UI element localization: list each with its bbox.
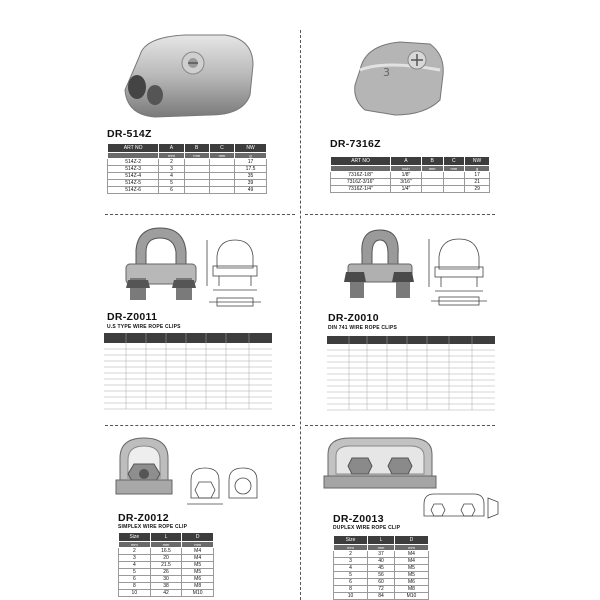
table-cell: 5	[119, 569, 151, 576]
table-cell	[443, 186, 465, 193]
table-cell	[184, 159, 209, 166]
table-cell: 60	[368, 579, 395, 586]
dr-z0012-photo	[108, 430, 183, 510]
table-cell: 7316Z-1/4"	[331, 186, 391, 193]
table-cell: 37	[368, 551, 395, 558]
table-row	[119, 548, 214, 555]
table-row	[334, 551, 429, 558]
table-cell: 514Z-2	[108, 159, 159, 166]
divider-left-1	[105, 214, 295, 215]
column-header: Size	[119, 533, 151, 542]
table-cell: 38	[150, 583, 182, 590]
table-row	[119, 590, 214, 597]
divider-right-2	[305, 425, 495, 426]
column-header: L	[368, 536, 395, 545]
table-cell	[443, 172, 465, 179]
table-cell	[443, 179, 465, 186]
dr-z0012-table	[118, 532, 214, 597]
dr-z0011-drawing	[205, 228, 275, 308]
vertical-divider	[300, 30, 301, 600]
table-row	[119, 555, 214, 562]
table-cell: 4	[159, 173, 184, 180]
table-cell	[421, 186, 443, 193]
unit-cell: g	[235, 153, 267, 159]
dr-z0011-code: DR-Z0011	[107, 311, 158, 323]
unit-cell: mm	[421, 166, 443, 172]
table-row	[334, 586, 429, 593]
table-cell: 3	[119, 555, 151, 562]
dr-z0013-code: DR-Z0013	[333, 513, 384, 525]
table-cell	[184, 187, 209, 194]
dr-z0011-subtitle: U.S TYPE WIRE ROPE CLIPS	[107, 324, 181, 330]
dr-z0010-subtitle: DIN 741 WIRE ROPE CLIPS	[328, 325, 398, 331]
dr-z0011-photo	[108, 220, 203, 305]
table-row	[108, 166, 267, 173]
unit-cell: mm	[443, 166, 465, 172]
table-row	[119, 562, 214, 569]
table-cell: M5	[394, 565, 428, 572]
table-cell: 8	[334, 586, 368, 593]
table-cell: 3	[334, 558, 368, 565]
table-cell: 1/8"	[391, 172, 422, 179]
table-cell: 56	[368, 572, 395, 579]
column-header: B	[421, 157, 443, 166]
column-header: D	[394, 536, 428, 545]
unit-cell: g	[465, 166, 490, 172]
table-cell: 514Z-3	[108, 166, 159, 173]
table-cell: M5	[182, 562, 214, 569]
table-cell: 8	[119, 583, 151, 590]
dr-514z-table	[107, 143, 267, 194]
unit-cell: mm	[150, 542, 182, 548]
column-header: A	[391, 157, 422, 166]
table-cell: M4	[394, 558, 428, 565]
unit-cell: inch	[391, 166, 422, 172]
table-header-row	[331, 157, 490, 166]
dr-z0013-photo	[320, 432, 440, 497]
divider-right-1	[305, 214, 495, 215]
dr-z0010-drawing	[425, 225, 495, 310]
table-cell: 20	[150, 555, 182, 562]
unit-cell: mm	[159, 153, 184, 159]
table-cell	[421, 172, 443, 179]
table-cell: M4	[182, 548, 214, 555]
table-cell: 514Z-5	[108, 180, 159, 187]
table-cell: 2	[159, 159, 184, 166]
table-header-row	[108, 144, 267, 153]
dr-z0010-code: DR-Z0010	[328, 312, 379, 324]
table-cell: 21	[465, 179, 490, 186]
table-cell	[421, 179, 443, 186]
table-cell: M10	[394, 593, 428, 600]
table-row	[108, 159, 267, 166]
table-cell: 7316Z-1/8"	[331, 172, 391, 179]
column-header: ART NO	[108, 144, 159, 153]
table-cell: 5	[334, 572, 368, 579]
table-cell: 17	[235, 159, 267, 166]
dr-z0011-spec-table	[104, 333, 272, 411]
table-cell: 17	[465, 172, 490, 179]
table-cell: 17.5	[235, 166, 267, 173]
table-cell	[209, 166, 234, 173]
column-header: C	[209, 144, 234, 153]
table-row	[108, 187, 267, 194]
table-cell: M5	[182, 569, 214, 576]
table-cell: 6	[119, 576, 151, 583]
table-header-row	[119, 533, 214, 542]
table-cell: 6	[334, 579, 368, 586]
unit-cell: mm	[209, 153, 234, 159]
column-header: B	[184, 144, 209, 153]
divider-left-2	[105, 425, 295, 426]
table-cell: 2	[334, 551, 368, 558]
table-cell	[209, 173, 234, 180]
table-cell: 10	[119, 590, 151, 597]
table-cell: M6	[394, 579, 428, 586]
dr-7316z-photo	[345, 30, 450, 120]
column-header: ART NO	[331, 157, 391, 166]
dr-z0013-table	[333, 535, 429, 600]
column-header: A	[159, 144, 184, 153]
column-header: D	[182, 533, 214, 542]
table-cell: 30	[150, 576, 182, 583]
table-unit-row	[334, 545, 429, 551]
column-header: C	[443, 157, 465, 166]
table-row	[119, 583, 214, 590]
table-cell: 3	[159, 166, 184, 173]
table-cell: 10	[334, 593, 368, 600]
unit-cell: mm	[182, 542, 214, 548]
table-cell: 16.5	[150, 548, 182, 555]
table-cell	[209, 180, 234, 187]
table-cell: M10	[182, 590, 214, 597]
dr-514z-photo	[115, 25, 260, 125]
table-row	[334, 572, 429, 579]
table-cell: M4	[182, 555, 214, 562]
table-cell: 21.5	[150, 562, 182, 569]
table-cell: M6	[182, 576, 214, 583]
table-row	[334, 565, 429, 572]
table-header-row	[334, 536, 429, 545]
table-cell: 4	[334, 565, 368, 572]
table-cell	[184, 166, 209, 173]
column-header: NW	[235, 144, 267, 153]
table-cell	[184, 180, 209, 187]
table-cell: 42	[150, 590, 182, 597]
table-row	[108, 180, 267, 187]
table-row	[334, 558, 429, 565]
table-cell	[209, 159, 234, 166]
dr-7316z-code: DR-7316Z	[330, 138, 381, 150]
unit-cell: mm	[368, 545, 395, 551]
dr-z0010-photo	[332, 220, 417, 305]
table-cell: 40	[368, 558, 395, 565]
table-row	[331, 172, 490, 179]
table-row	[119, 576, 214, 583]
table-cell: 2	[119, 548, 151, 555]
table-cell: 35	[235, 173, 267, 180]
table-cell: 7316Z-3/16"	[331, 179, 391, 186]
table-cell: 514Z-4	[108, 173, 159, 180]
table-cell: 4	[119, 562, 151, 569]
dr-z0012-subtitle: SIMPLEX WIRE ROPE CLIP	[118, 524, 188, 530]
column-header: L	[150, 533, 182, 542]
table-row	[331, 179, 490, 186]
dr-514z-code: DR-514Z	[107, 128, 152, 140]
table-cell: M8	[182, 583, 214, 590]
unit-cell: mm	[394, 545, 428, 551]
table-cell: 26	[150, 569, 182, 576]
table-cell: M8	[394, 586, 428, 593]
table-cell: M5	[394, 572, 428, 579]
table-cell: 6	[159, 187, 184, 194]
table-cell: 72	[368, 586, 395, 593]
table-cell	[209, 187, 234, 194]
table-cell: 29	[465, 186, 490, 193]
table-unit-row	[119, 542, 214, 548]
table-cell: 49	[235, 187, 267, 194]
table-cell: M4	[394, 551, 428, 558]
dr-z0012-code: DR-Z0012	[118, 512, 169, 524]
table-row	[108, 173, 267, 180]
table-cell: 45	[368, 565, 395, 572]
table-row	[331, 186, 490, 193]
table-cell: 514Z-6	[108, 187, 159, 194]
dr-z0010-spec-table	[327, 336, 495, 412]
column-header: Size	[334, 536, 368, 545]
unit-cell: mm	[334, 545, 368, 551]
table-cell	[184, 173, 209, 180]
dr-z0013-subtitle: DUPLEX WIRE ROPE CLIP	[333, 525, 401, 531]
table-row	[119, 569, 214, 576]
dr-7316z-table	[330, 156, 490, 193]
column-header: NW	[465, 157, 490, 166]
table-row	[334, 593, 429, 600]
table-cell: 84	[368, 593, 395, 600]
unit-cell: mm	[184, 153, 209, 159]
dr-z0012-drawing	[185, 462, 265, 512]
svg-text:3: 3	[383, 66, 390, 79]
table-cell: 39	[235, 180, 267, 187]
table-cell: 5	[159, 180, 184, 187]
table-cell: 1/4"	[391, 186, 422, 193]
dr-z0013-drawing	[420, 490, 500, 525]
unit-cell: mm	[119, 542, 151, 548]
table-cell: 3/16"	[391, 179, 422, 186]
table-row	[334, 579, 429, 586]
